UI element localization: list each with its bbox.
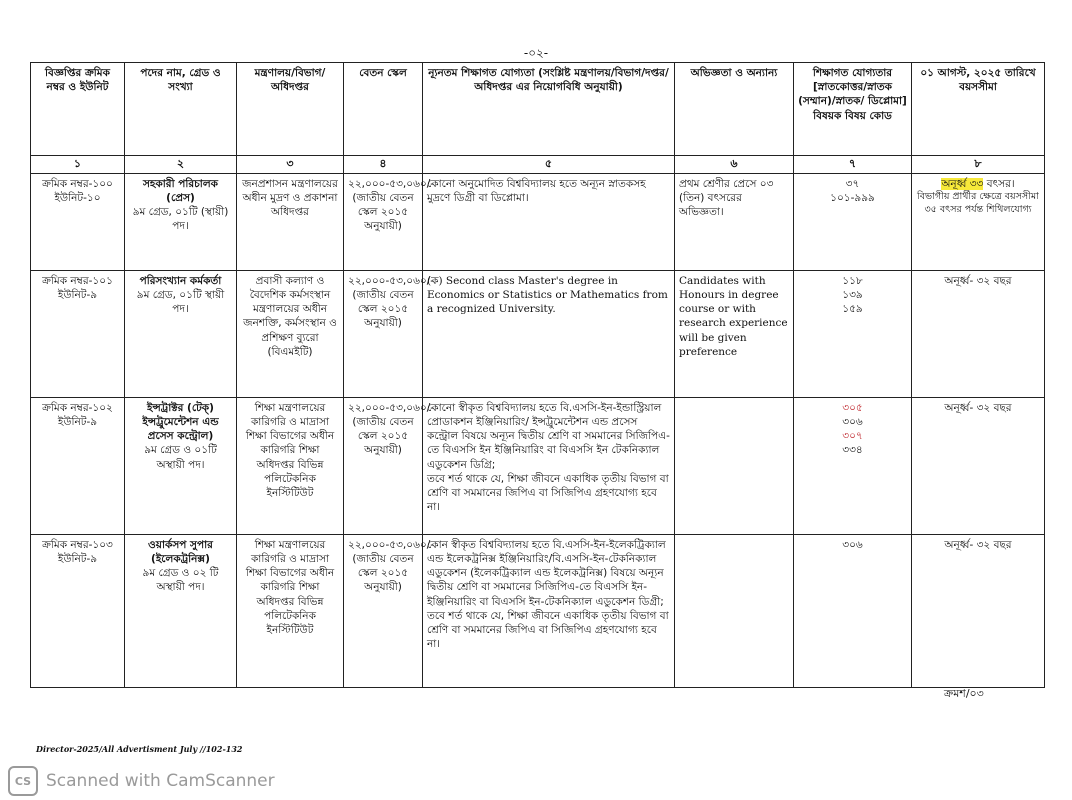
subject-code: ৩০৫: [842, 401, 863, 414]
qualification: কোন স্বীকৃত বিশ্ববিদ্যালয় হতে বি.এসসি-ইন-ইলেকট্রিক্যাল এন্ড ইলেকট্রনিক্স ইঞ্জিনিয়ারিং/বি.এসসি-ইন-টেকনিক্যাল এডুকেশন (ইলেকট্রিক্যাল এন্ড ইলেকট্রনিক্স) বিষয়ে অন্যূন দ্বিতীয় শ্রেণি বা সমমানের সিজিপিএ-তে বিএসসি ইন-ইঞ্জিনিয়ারিং বা বিএসসি ইন-টেকনিক্যাল এডুকেশন ডিগ্রী;: [427, 538, 666, 608]
post-name: সহকারী পরিচালক (প্রেস): [142, 177, 219, 205]
qualification-condition: তবে শর্ত থাকে যে, শিক্ষা জীবনে একাধিক তৃতীয় বিভাগ বা শ্রেণি বা সমমানের জিপিএ বা সিজিপিএ গ্রহণযোগ্য হবে না।: [427, 472, 669, 514]
serial-unit: ক্রমিক নম্বর-১০১ ইউনিট-৯: [31, 270, 125, 397]
subject-codes: [794, 397, 912, 534]
serial-unit: ক্রমিক নম্বর-১০৩ ইউনিট-৯: [31, 534, 125, 687]
post-cell: [125, 397, 237, 534]
qualification-condition: তবে শর্ত থাকে যে, শিক্ষা জীবনে একাধিক তৃতীয় বিভাগ বা শ্রেণি বা সমমানের জিপিএ বা সিজিপিএ গ্রহণযোগ্য হবে না।: [427, 609, 669, 651]
qualification: (ক) Second class Master's degree in Economics or Statistics or Mathematics from a recognized University.: [423, 270, 675, 397]
qualification: কোনো অনুমোদিত বিশ্ববিদ্যালয় হতে অন্যূন স্নাতকসহ মুদ্রণে ডিগ্রী বা ডিপ্লোমা।: [423, 173, 675, 270]
age-limit: অনূর্ধ্ব- ৩২ বছর: [912, 397, 1045, 534]
header-experience: অভিজ্ঞতা ও অন্যান্য: [675, 63, 794, 156]
post-cell: [125, 173, 237, 270]
age-limit-note: বিভাগীয় প্রার্থীর ক্ষেত্রে বয়সসীমা ৩৫ বৎসর পর্যন্ত শিথিলযোগ্য: [917, 191, 1039, 215]
header-age-limit: ০১ আগস্ট, ২০২৫ তারিখে বয়সসীমা: [912, 63, 1045, 156]
ministry: শিক্ষা মন্ত্রণালয়ের কারিগরি ও মাদ্রাসা শিক্ষা বিভাগের অধীন কারিগরি শিক্ষা অধিদপ্তর বিভিন্ন পলিটেকনিক ইনস্টিটিউট: [237, 397, 344, 534]
continues-label: ক্রমশ/০৩: [944, 687, 984, 700]
camscanner-text: Scanned with CamScanner: [46, 771, 275, 791]
table-row: [31, 173, 1045, 270]
pay-scale: ২২,০০০-৫৩,০৬০/- (জাতীয় বেতন স্কেল ২০১৫ অনুযায়ী): [344, 534, 423, 687]
post-grade: ৯ম গ্রেড ও ০২ টি অস্থায়ী পদ।: [142, 567, 219, 594]
post-name: পরিসংখ্যান কর্মকর্তা: [139, 274, 222, 287]
subject-codes: [794, 534, 912, 687]
ministry: শিক্ষা মন্ত্রণালয়ের কারিগরি ও মাদ্রাসা শিক্ষা বিভাগের অধীন কারিগরি শিক্ষা অধিদপ্তর বিভিন্ন পলিটেকনিক ইনস্টিটিউট: [237, 534, 344, 687]
experience: [675, 397, 794, 534]
experience: Candidates with Honours in degree course or with research experience will be given preference: [675, 270, 794, 397]
column-number: ৭: [794, 156, 912, 174]
header-post: পদের নাম, গ্রেড ও সংখ্যা: [125, 63, 237, 156]
age-limit: অনূর্ধ্ব- ৩২ বছর: [912, 534, 1045, 687]
table-row: [31, 534, 1045, 687]
pay-scale: ২২,০০০-৫৩,০৬০/- (জাতীয় বেতন স্কেল ২০১৫ অনুযায়ী): [344, 270, 423, 397]
subject-codes: [794, 270, 912, 397]
header-row: [31, 63, 1045, 156]
column-number-row: [31, 156, 1045, 174]
post-cell: [125, 534, 237, 687]
age-limit-unit: বৎসর।: [983, 177, 1015, 190]
column-number: ৮: [912, 156, 1045, 174]
experience: প্রথম শ্রেণীর প্রেসে ০৩ (তিন) বৎসরের অভিজ্ঞতা।: [675, 173, 794, 270]
experience: [675, 534, 794, 687]
ministry: প্রবাসী কল্যাণ ও বৈদেশিক কর্মসংস্থান মন্ত্রণালয়ের অধীন জনশক্তি, কর্মসংস্থান ও প্রশিক্ষণ ব্যুরো (বিএমইটি): [237, 270, 344, 397]
subject-code: ১৩৯: [842, 289, 863, 302]
header-pay-scale: বেতন স্কেল: [344, 63, 423, 156]
subject-codes: [794, 173, 912, 270]
column-number: ৫: [423, 156, 675, 174]
post-name: ওয়ার্কসপ সুপার (ইলেকট্রনিক্স): [148, 538, 213, 566]
column-number: ৬: [675, 156, 794, 174]
subject-code: ৩০৬: [842, 416, 863, 429]
age-limit-highlight: অনূর্ধ্ব ৩৩: [941, 177, 984, 190]
column-number: ৩: [237, 156, 344, 174]
footer-reference: Director-2025/All Advertisment July //102-132: [36, 744, 243, 754]
qualification-cell: [423, 397, 675, 534]
qualification-cell: [423, 534, 675, 687]
page-number: -০২-: [523, 46, 549, 60]
qualification: কোনো স্বীকৃত বিশ্ববিদ্যালয় হতে বি.এসসি-ইন-ইন্ডাস্ট্রিয়াল প্রোডাকশন ইঞ্জিনিয়ারিং/ ইন্সট্রুমেন্টেশন এন্ড প্রসেস কন্ট্রোল বিষয়ে অন্যূন দ্বিতীয় শ্রেণি বা সমমানের সিজিপিএ-তে বিএসসি ইন ইঞ্জিনিয়ারিং বা বিএসসি ইন টেকনিক্যাল এডুকেশন ডিগ্রি;: [427, 401, 670, 471]
serial-unit: ক্রমিক নম্বর-১০০ ইউনিট-১০: [31, 173, 125, 270]
age-limit-cell: [912, 173, 1045, 270]
header-serial: বিজ্ঞপ্তির ক্রমিক নম্বর ও ইউনিট: [31, 63, 125, 156]
post-grade: ৯ম গ্রেড ও ০১টি অস্থায়ী পদ।: [144, 444, 217, 471]
subject-code: ৩০৬: [842, 538, 863, 551]
serial-unit: ক্রমিক নম্বর-১০২ ইউনিট-৯: [31, 397, 125, 534]
subject-code: ১৫৯: [842, 303, 863, 316]
table-row: [31, 270, 1045, 397]
post-cell: [125, 270, 237, 397]
subject-code: ১০১-৯৯৯: [830, 192, 875, 205]
post-grade: ৯ম গ্রেড, ০১টি স্থায়ী পদ।: [136, 289, 225, 316]
pay-scale: ২২,০০০-৫৩,০৬০/- (জাতীয় বেতন স্কেল ২০১৫ অনুযায়ী): [344, 397, 423, 534]
post-grade: ৯ম গ্রেড, ০১টি (স্থায়ী) পদ।: [132, 206, 229, 233]
subject-code: ৩৭: [845, 177, 860, 190]
camscanner-logo-icon: CS: [8, 766, 38, 796]
table-row: [31, 397, 1045, 534]
camscanner-watermark: [8, 766, 275, 796]
header-qualification: ন্যূনতম শিক্ষাগত যোগ্যতা (সংশ্লিষ্ট মন্ত্রণালয়/বিভাগ/দপ্তর/ অধিদপ্তর এর নিয়োগবিধি অনুযায়ী): [423, 63, 675, 156]
subject-code: ৩০৭: [842, 430, 863, 443]
age-limit: অনূর্ধ্ব- ৩২ বছর: [912, 270, 1045, 397]
subject-code: ৩৩৪: [842, 444, 863, 457]
header-subject-code: শিক্ষাগত যোগ্যতার [স্নাতকোত্তর/স্নাতক (সম্মান)/স্নাতক/ ডিপ্লোমা] বিষয়ক বিষয় কোড: [794, 63, 912, 156]
vacancy-table: [30, 62, 1045, 688]
column-number: ২: [125, 156, 237, 174]
header-ministry: মন্ত্রণালয়/বিভাগ/ অধিদপ্তর: [237, 63, 344, 156]
pay-scale: ২২,০০০-৫৩,০৬০/- (জাতীয় বেতন স্কেল ২০১৫ অনুযায়ী): [344, 173, 423, 270]
column-number: ৪: [344, 156, 423, 174]
post-name: ইন্সট্রাক্টর (টেক্) ইন্সট্রুমেন্টেশন এন্ড প্রসেস কন্ট্রোল): [142, 401, 219, 443]
column-number: ১: [31, 156, 125, 174]
ministry: জনপ্রশাসন মন্ত্রণালয়ের অধীন মুদ্রণ ও প্রকাশনা অধিদপ্তর: [237, 173, 344, 270]
subject-code: ১১৮: [842, 274, 863, 287]
